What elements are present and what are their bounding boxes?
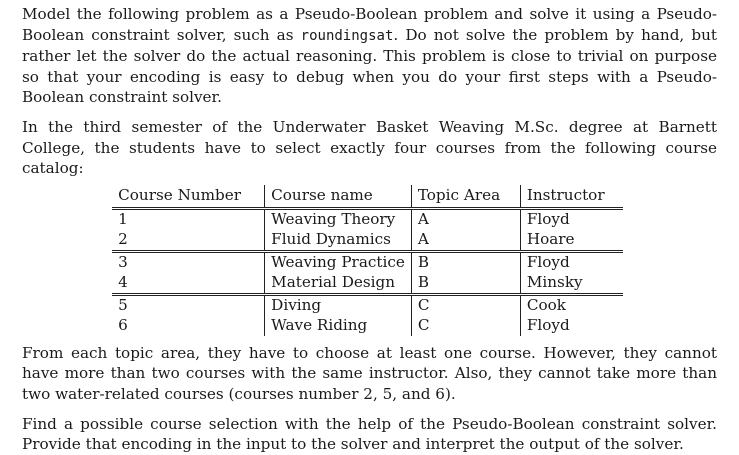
cell-topic-area: C xyxy=(411,294,520,316)
cell-topic-area: C xyxy=(411,316,520,336)
intro-text-before-code: Model the following problem as a Pseudo-Boolean problem and solve it using a Pseudo-Boolean constraint solver, such as xyxy=(22,5,717,44)
cell-topic-area: A xyxy=(411,208,520,230)
cell-instructor: Hoare xyxy=(520,230,623,252)
solver-name-code: roundingsat xyxy=(300,27,394,44)
cell-topic-area: B xyxy=(411,273,520,295)
table-row xyxy=(112,230,623,252)
cell-course-name: Material Design xyxy=(265,273,412,295)
header-course-name: Course name xyxy=(265,185,412,209)
table-row xyxy=(112,316,623,336)
cell-course-name: Wave Riding xyxy=(265,316,412,336)
table-header-row xyxy=(112,185,623,209)
cell-course-number: 3 xyxy=(118,252,128,271)
table-row xyxy=(112,294,623,316)
header-instructor: Instructor xyxy=(520,185,623,209)
cell-instructor: Floyd xyxy=(520,316,623,336)
cell-course-name: Diving xyxy=(265,294,412,316)
course-catalog-wrapper xyxy=(18,185,717,336)
cell-course-number: 5 xyxy=(118,295,128,314)
table-row xyxy=(112,251,623,273)
cell-instructor: Floyd xyxy=(520,251,623,273)
constraints-paragraph: From each topic area, they have to choose at least one course. However, they cannot have more than two courses with the same instructor. Also, they cannot take more than two water-related courses (courses number 2, 5, and 6). xyxy=(22,343,717,403)
header-course-number: Course Number xyxy=(112,185,265,209)
cell-instructor: Cook xyxy=(520,294,623,316)
cell-instructor: Floyd xyxy=(520,208,623,230)
setup-paragraph: In the third semester of the Underwater Basket Weaving M.Sc. degree at Barnett College, the students have to select exactly four courses from the following course catalog: xyxy=(22,117,717,178)
cell-course-number: 2 xyxy=(112,230,265,252)
cell-course-name: Weaving Practice xyxy=(265,251,412,273)
cell-course-name: Weaving Theory xyxy=(265,208,412,230)
header-topic-area: Topic Area xyxy=(411,185,520,209)
cell-course-number: 1 xyxy=(118,209,128,228)
cell-course-number: 6 xyxy=(118,315,128,334)
intro-paragraph xyxy=(22,4,717,108)
table-row xyxy=(112,273,623,295)
cell-topic-area: A xyxy=(411,230,520,252)
task-paragraph: Find a possible course selection with the help of the Pseudo-Boolean constraint solver. Provide that encoding in the input to the solver and interpret the output of the solver. xyxy=(22,414,717,454)
cell-topic-area: B xyxy=(411,251,520,273)
intro-text-after-code: . Do not solve the problem by hand, but rather let the solver do the actual reasoning. This problem is close to trivial on purpose so that your encoding is easy to debug when you do your first steps with a Pseudo-Boolean constraint solver. xyxy=(22,25,717,107)
cell-course-number: 4 xyxy=(112,273,265,295)
cell-instructor: Minsky xyxy=(520,273,623,295)
cell-course-name: Fluid Dynamics xyxy=(265,230,412,252)
course-catalog-table xyxy=(112,185,623,336)
table-row xyxy=(112,208,623,230)
